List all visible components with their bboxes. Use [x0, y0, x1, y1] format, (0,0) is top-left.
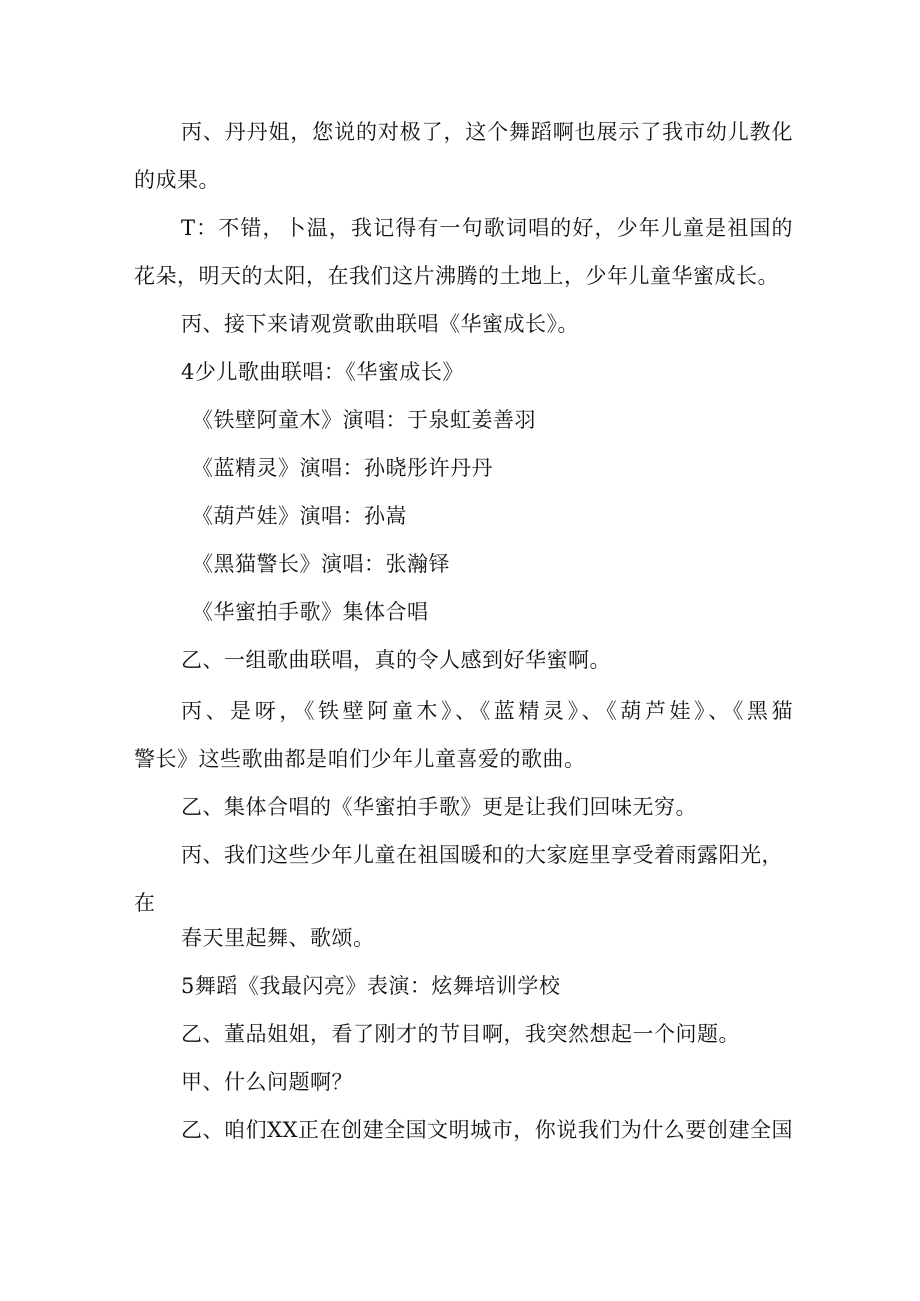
paragraph-line: 丙、丹丹姐，您说的对极了，这个舞蹈啊也展示了我市幼儿教化 [181, 120, 794, 144]
paragraph-line: 甲、什么问题啊？ [181, 1070, 353, 1094]
program-item: 《葫芦娃》演唱：孙嵩 [192, 504, 407, 528]
paragraph-line: 乙、咱们XX正在创建全国文明城市，你说我们为什么要创建全国 [181, 1118, 794, 1142]
paragraph-line: 花朵，明天的太阳，在我们这片沸腾的土地上，少年儿童华蜜成长。 [134, 264, 779, 288]
program-item: 《华蜜拍手歌》集体合唱 [192, 600, 429, 624]
paragraph-line: 乙、集体合唱的《华蜜拍手歌》更是让我们回味无穷。 [181, 795, 697, 819]
paragraph-line: 的成果。 [134, 168, 220, 192]
section-heading: 4少儿歌曲联唱：《华蜜成长》 [181, 360, 464, 384]
paragraph-line: 春天里起舞、歌颂。 [181, 926, 375, 950]
paragraph-line: 丙、我们这些少年儿童在祖国暖和的大家庭里享受着雨露阳光， [181, 843, 783, 867]
section-heading: 5舞蹈《我最闪亮》表演：炫舞培训学校 [181, 974, 561, 998]
paragraph-line: 丙、是呀，《铁壁阿童木》、《蓝精灵》、《葫芦娃》、《黑猫 [181, 699, 797, 723]
program-item: 《蓝精灵》演唱：孙晓彤许丹丹 [192, 456, 493, 480]
paragraph-line: T：不错，卜温，我记得有一句歌词唱的好，少年儿童是祖国的 [181, 216, 794, 240]
paragraph-line: 丙、接下来请观赏歌曲联唱《华蜜成长》。 [181, 312, 579, 336]
program-item: 《铁壁阿童木》演唱：于泉虹姜善羽 [192, 408, 536, 432]
paragraph-line: 警长》这些歌曲都是咱们少年儿童喜爱的歌曲。 [134, 747, 586, 771]
paragraph-line: 乙、董品姐姐，看了刚才的节目啊，我突然想起一个问题。 [181, 1022, 740, 1046]
paragraph-line: 在 [134, 891, 156, 915]
paragraph-line: 乙、一组歌曲联唱，真的令人感到好华蜜啊。 [181, 648, 611, 672]
program-item: 《黑猫警长》演唱：张瀚铎 [192, 552, 450, 576]
